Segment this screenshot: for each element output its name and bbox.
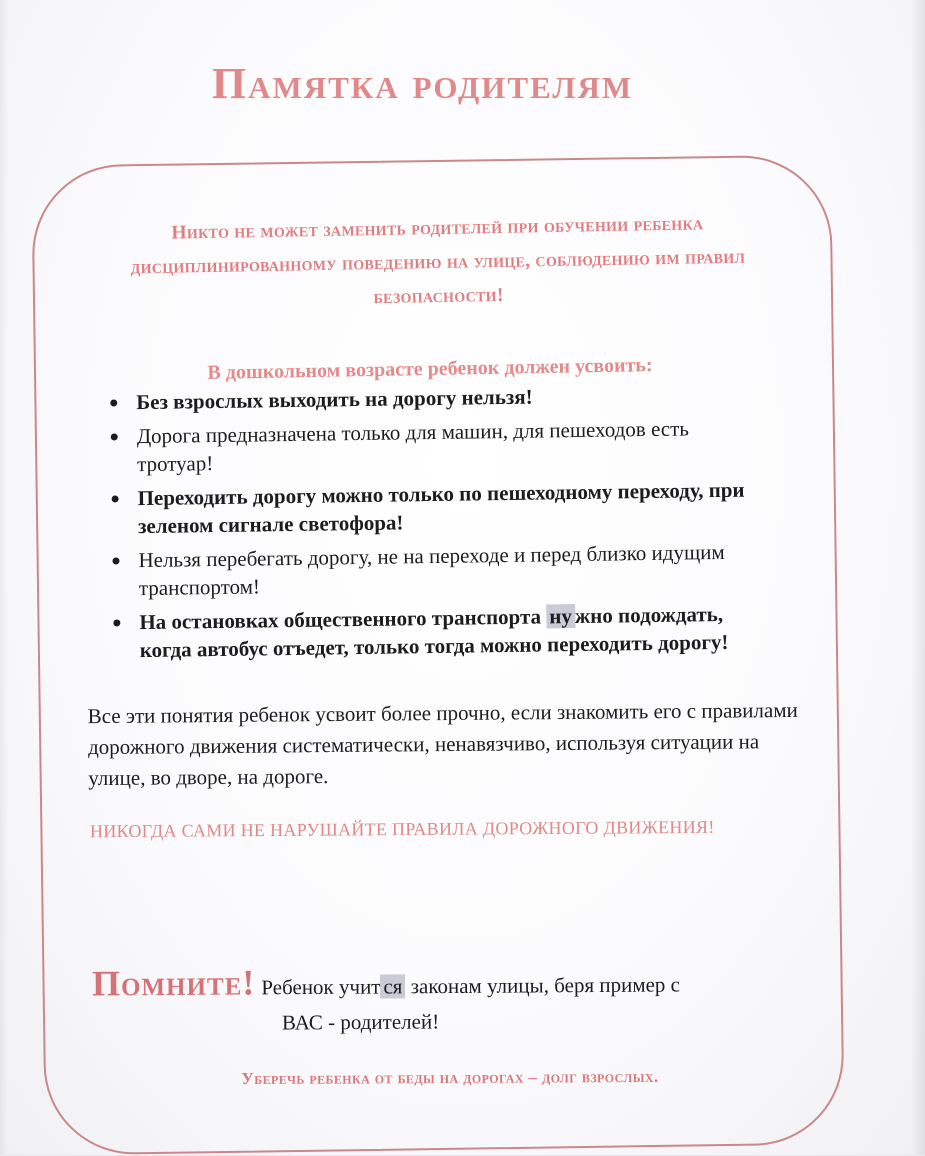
remember-line [92, 957, 812, 1004]
list-item [103, 475, 764, 540]
remember-text-line2: ВАС - родителей! [281, 1009, 440, 1035]
remember-text-part: Ребенок учит [261, 974, 381, 1000]
page-title-text: Памятка родителям [211, 59, 634, 108]
highlighted-text: ся [380, 974, 405, 998]
explanation-paragraph: Все эти понятия ребенок усвоит более прочно, если знакомить его с правилами дорожного движения систематически, ненавязчиво, используя ситуации на улице, во дворе, на дороге. [87, 697, 798, 791]
bullet-icon [111, 433, 118, 440]
bullet-icon [110, 399, 117, 406]
bullet-icon [112, 495, 119, 502]
warning-text: НИКОГДА САМИ НЕ НАРУШАЙТЕ ПРАВИЛА ДОРОЖНОГО ДВИЖЕНИЯ! [89, 816, 715, 842]
list-item [103, 413, 764, 478]
rule-text-part: жно подождать, когда автобус отъедет, только тогда можно переходить дорогу! [139, 601, 729, 663]
rules-list [102, 379, 766, 666]
rule-text: Без взрослых выходить на дорогу нельзя! [136, 384, 533, 415]
remember-heading: Помните! [91, 962, 256, 1004]
footer-text-content: Уберечь ребенка от беды на дорогах – долг взрослых. [241, 1066, 659, 1089]
highlighted-text: ну [546, 604, 575, 628]
subheading: В дошкольном возрасте ребенок должен усвоить: [207, 354, 653, 384]
page-title [0, 58, 845, 109]
rule-text: Дорога предназначена только для машин, для пешеходов есть тротуар! [136, 416, 690, 477]
remember-text [261, 972, 680, 999]
rule-text: Нельзя перебегать дорогу, не на переходе и перед близко идущим транспортом! [138, 539, 725, 601]
bullet-icon [113, 619, 120, 626]
rule-text-part: На остановках общественного транспорта [139, 604, 547, 635]
footer-text [110, 1066, 790, 1090]
intro-text: Никто не может заменить родителей при обучении ребенка дисциплинированному поведению на улице, соблюдению им правил безопасности! [130, 213, 746, 309]
rule-text: Переходить дорогу можно только по пешеходному переходу, при зеленом сигнале светофора! [137, 477, 745, 539]
list-item [105, 599, 766, 664]
bullet-icon [112, 557, 119, 564]
list-item [104, 537, 765, 602]
remember-text-part: законам улицы, беря пример с [405, 972, 681, 999]
